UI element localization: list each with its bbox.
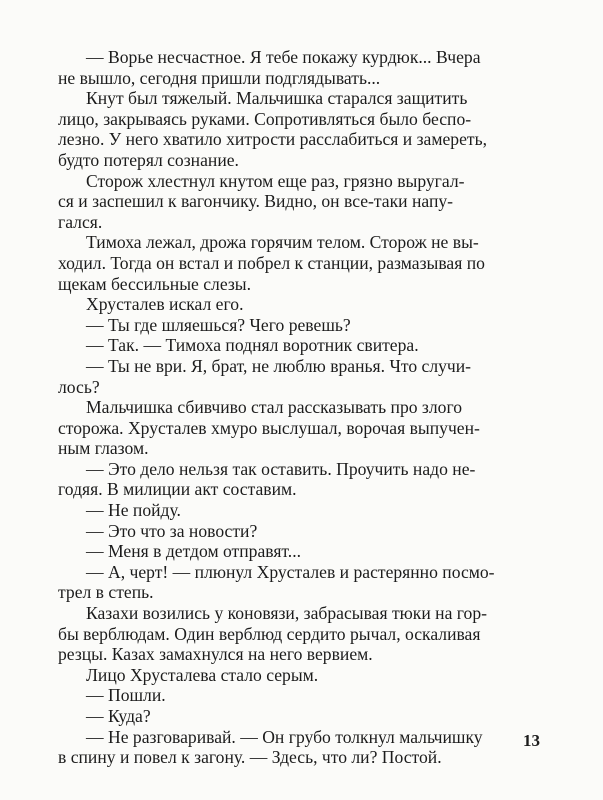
text-line: Хрусталев искал его. bbox=[86, 294, 244, 315]
text-line: — Меня в детдом отправят... bbox=[86, 541, 301, 562]
text-line: годяя. В милиции акт составим. bbox=[58, 479, 297, 500]
text-line: Казахи возились у коновязи, забрасывая тюки на гор- bbox=[86, 603, 488, 624]
text-line: — Не разговаривай. — Он грубо толкнул мальчишку bbox=[86, 726, 483, 747]
text-line: — Не пойду. bbox=[86, 500, 181, 521]
text-line: — Ворье несчастное. Я тебе покажу курдюк... Вчера bbox=[86, 47, 481, 67]
text-line: — Пошли. bbox=[86, 685, 166, 706]
text-line: ным глазом. bbox=[58, 438, 149, 459]
text-line: — Ты где шляешься? Чего ревешь? bbox=[86, 314, 351, 335]
text-line: Тимоха лежал, дрожа горячим телом. Сторож не вы- bbox=[86, 232, 479, 253]
text-line: будто потерял сознание. bbox=[58, 149, 239, 170]
text-line: щекам бессильные слезы. bbox=[58, 273, 252, 294]
text-line: сторожа. Хрусталев хмуро выслушал, ворочая выпучен- bbox=[58, 417, 480, 438]
text-line: гался. bbox=[58, 211, 103, 232]
text-line: лезно. У него хватило хитрости расслабиться и замереть, bbox=[58, 129, 488, 150]
text-line: — Ты не ври. Я, брат, не люблю вранья. Что случи- bbox=[86, 355, 472, 376]
body-text bbox=[58, 47, 550, 768]
text-line: — Так. — Тимоха поднял воротник свитера. bbox=[86, 335, 419, 356]
text-line: — Это что за новости? bbox=[86, 520, 258, 541]
text-line: трел в степь. bbox=[58, 582, 154, 603]
text-line: Сторож хлестнул кнутом еще раз, грязно выругал- bbox=[86, 170, 465, 191]
text-line: ходил. Тогда он встал и побрел к станции, размазывая по bbox=[58, 252, 485, 273]
text-line: ся и заспешил к вагончику. Видно, он все-таки напу- bbox=[58, 191, 454, 212]
text-line: резцы. Казах замахнулся на него вервием. bbox=[58, 644, 373, 665]
page-number: 13 bbox=[523, 731, 540, 750]
text-line: Лицо Хрусталева стало серым. bbox=[86, 664, 319, 685]
text-line: в спину и повел к загону. — Здесь, что ли? Постой. bbox=[58, 747, 442, 768]
text-line: лицо, закрываясь руками. Сопротивляться было беспо- bbox=[58, 108, 472, 129]
text-line: Мальчишка сбивчиво стал рассказывать про злого bbox=[86, 397, 463, 418]
text-line: бы верблюдам. Один верблюд сердито рычал, оскаливая bbox=[58, 623, 481, 644]
text-line: не вышло, сегодня пришли подглядывать... bbox=[58, 67, 381, 88]
text-line: — Куда? bbox=[86, 706, 151, 726]
text-line: — А, черт! — плюнул Хрусталев и растерянно посмо- bbox=[86, 561, 495, 582]
text-line: Кнут был тяжелый. Мальчишка старался защитить bbox=[86, 88, 468, 109]
text-line: — Это дело нельзя так оставить. Проучить надо не- bbox=[86, 458, 476, 479]
text-line: лось? bbox=[58, 376, 100, 397]
